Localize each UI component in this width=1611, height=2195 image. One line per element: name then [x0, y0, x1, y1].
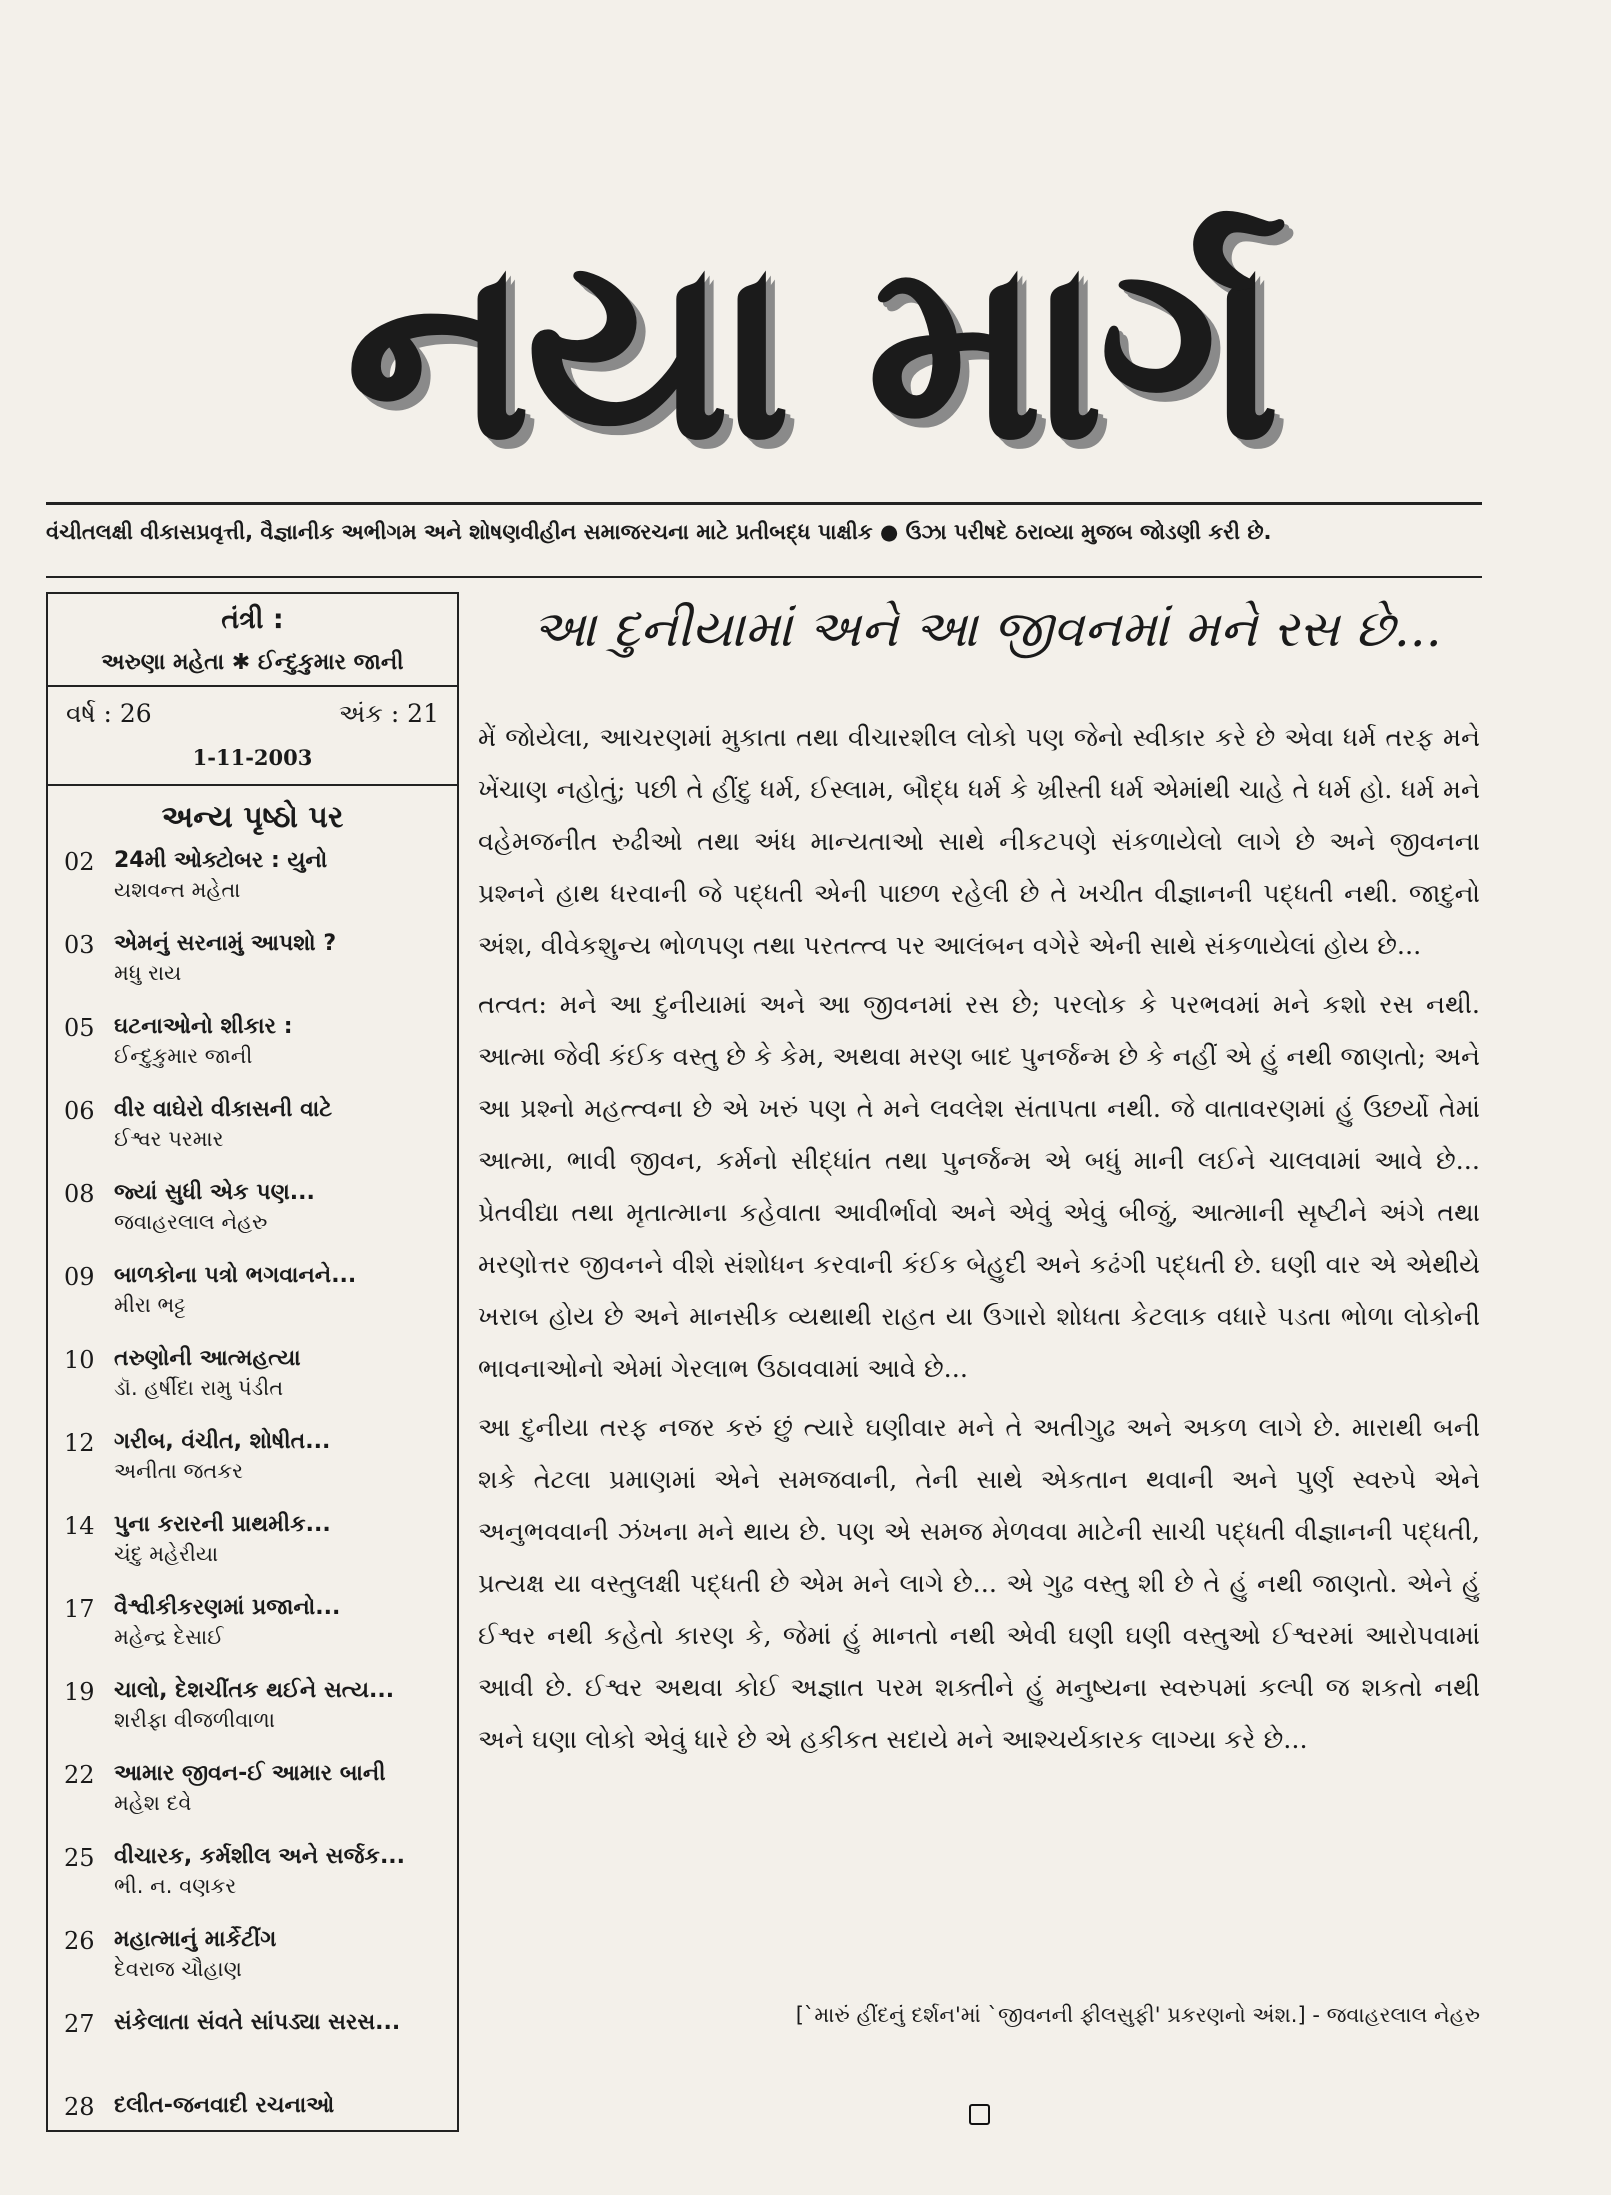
toc-item: [64, 1013, 447, 1096]
toc-author: જવાહરલાલ નેહરુ: [114, 1210, 268, 1235]
article-paragraph: આ દુનીયા તરફ નજર કરું છું ત્યારે ઘણીવાર મને તે અતીગુઢ અને અકળ લાગે છે. મારાથી બની શકે તેટલા પ્રમાણમાં એને સમજવાની, તેની સાથે એકતાન થવાની અને પુર્ણ સ્વરુપે એને અનુભવવાની ઝંખના મને થાય છે. પણ એ સમજ મેળવવા માટેની સાચી પદ્ધતી વીજ્ઞાનની પદ્ધતી, પ્રત્યક્ષ યા વસ્તુલક્ષી પદ્ધતી છે એમ મને લાગે છે... એ ગુઢ વસ્તુ શી છે તે હું નથી જાણતો. એને હું ઈશ્વર નથી કહેતો કારણ કે, જેમાં હું માનતો નથી એવી ઘણી ઘણી વસ્તુઓ ઈશ્વરમાં આરોપવામાં આવી છે. ઈશ્વર અથવા કોઈ અજ્ઞાત પરમ શક્તીને હું મનુષ્યના સ્વરુપમાં કલ્પી જ શકતો નથી અને ઘણા લોકો એવું ધારે છે એ હકીકત સદાયે મને આશ્ચર્યકારક લાગ્યા કરે છે...: [478, 1413, 1480, 1755]
toc-item: [64, 1096, 447, 1179]
toc-page-number: 06: [64, 1097, 95, 1125]
toc-author: મધુ રાય: [114, 961, 182, 986]
rule-divider: [46, 502, 1482, 505]
toc-author: ડૉ. હર્ષીદા રામુ પંડીત: [114, 1376, 284, 1401]
toc-title: 24મી ઓક્ટોબર : યુનો: [114, 848, 328, 873]
article-source: [`મારું હીંદનું દર્શન'માં `જીવનની ફીલસુફી' પ્રકરણનો અંશ.] - જવાહરલાલ નેહરુ: [795, 2003, 1480, 2027]
editor-label: તંત્રી :: [221, 604, 284, 635]
toc-page-number: 12: [64, 1429, 95, 1457]
toc-item: [64, 1345, 447, 1428]
toc-item: [64, 1428, 447, 1511]
issue-year: વર્ષ : 26: [66, 699, 152, 728]
toc-page-number: 22: [64, 1761, 95, 1789]
toc-heading: અન્ય પૃષ્ઠો પર: [161, 800, 344, 835]
toc-page-number: 02: [64, 848, 95, 876]
toc-item: [64, 1843, 447, 1926]
toc-title: જ્યાં સુધી એક પણ...: [114, 1180, 315, 1205]
toc-item: [64, 847, 447, 930]
toc-page-number: 05: [64, 1014, 95, 1042]
toc-title: સંકેલાતા સંવતે સાંપડ્યા સરસ...: [114, 2010, 401, 2035]
toc-title: પુના કરારની પ્રાથમીક...: [114, 1512, 331, 1537]
toc-title: વૈશ્વીકીકરણમાં પ્રજાનો...: [114, 1595, 341, 1620]
issue-box: [48, 687, 457, 786]
toc-item: [64, 930, 447, 1013]
article-paragraph: તત્વત: મને આ દુનીયામાં અને આ જીવનમાં રસ છે; પરલોક કે પરભવમાં મને કશો રસ નથી. આત્મા જેવી કંઈક વસ્તુ છે કે કેમ, અથવા મરણ બાદ પુનર્જન્મ છે કે નહીં એ હું નથી જાણતો; અને આ પ્રશ્નો મહત્ત્વના છે એ ખરું પણ તે મને લવલેશ સંતાપતા નથી. જે વાતાવરણમાં હું ઉછર્યો તેમાં આત્મા, ભાવી જીવન, કર્મનો સીદ્ધાંત તથા પુનર્જન્મ એ બધું માની લઈને ચાલવામાં આવે છે... પ્રેતવીદ્યા તથા મૃતાત્માના કહેવાતા આવીર્ભાવો અને એવું એવું બીજું, આત્માની સૃષ્ટીને અંગે તથા મરણોત્તર જીવનને વીશે સંશોધન કરવાની કંઈક બેહુદી અને કઢંગી પદ્ધતી છે. ઘણી વાર એ એથીયે ખરાબ હોય છે અને માનસીક વ્યથાથી રાહત યા ઉગારો શોધતા કેટલાક વધારે પડતા ભોળા લોકોની ભાવનાઓનો એમાં ગેરલાભ ઉઠાવવામાં આવે છે...: [478, 990, 1480, 1384]
toc-author: ઈશ્વર પરમાર: [114, 1127, 224, 1152]
toc-page-number: 14: [64, 1512, 95, 1540]
toc-author: મહેશ દવે: [114, 1791, 192, 1816]
tagline: વંચીતલક્ષી વીકાસપ્રવૃત્તી, વૈજ્ઞાનીક અભીગમ અને શોષણવીહીન સમાજરચના માટે પ્રતીબદ્ધ પાક્ષીક ● ઉંઝા પરીષદે ઠરાવ્યા મુજબ જોડણી કરી છે.: [46, 520, 1272, 544]
toc-title: આમાર જીવન-ઈ આમાર બાની: [114, 1761, 386, 1786]
toc-author: દેવરાજ ચૌહાણ: [114, 1957, 242, 1982]
article-headline: આ દુનીયામાં અને આ જીવનમાં મને રસ છે...: [532, 600, 1442, 658]
toc-item: [64, 1179, 447, 1262]
toc-author: શરીફા વીજળીવાળા: [114, 1708, 275, 1733]
toc-page-number: 08: [64, 1180, 95, 1208]
toc-item: [64, 1760, 447, 1843]
editor-box: [48, 594, 457, 687]
toc-page-number: 28: [64, 2093, 95, 2121]
toc-page-number: 26: [64, 1927, 95, 1955]
toc-title: બાળકોના પત્રો ભગવાનને...: [114, 1263, 357, 1288]
toc-item: [64, 1262, 447, 1345]
end-square-icon: [969, 2104, 990, 2125]
toc-author: ચંદુ મહેરીયા: [114, 1542, 219, 1567]
toc-title: ઘટનાઓનો શીકાર :: [114, 1014, 293, 1039]
article-body: [478, 712, 1480, 1773]
toc-page-number: 19: [64, 1678, 95, 1706]
toc-title: ચાલો, દેશચીંતક થઈને સત્ય...: [114, 1678, 395, 1703]
toc-item: [64, 2092, 447, 2123]
toc-author: ભી. ન. વણકર: [114, 1874, 237, 1899]
toc-page-number: 25: [64, 1844, 95, 1872]
editor-names: અરુણા મહેતા ✱ ઈન્દુકુમાર જાની: [101, 650, 404, 675]
toc-author: અનીતા જતકર: [114, 1459, 244, 1484]
toc-item: [64, 1511, 447, 1594]
toc-author: યશવન્ત મહેતા: [114, 878, 241, 903]
toc-item: [64, 1926, 447, 2009]
toc-page-number: 10: [64, 1346, 95, 1374]
masthead: [150, 205, 1470, 495]
toc-page-number: 09: [64, 1263, 95, 1291]
toc-author: મહેન્દ્ર દેસાઈ: [114, 1625, 224, 1650]
toc-page-number: 17: [64, 1595, 95, 1623]
article-paragraph: મેં જોયેલા, આચરણમાં મુકાતા તથા વીચારશીલ લોકો પણ જેનો સ્વીકાર કરે છે એવા ધર્મ તરફ મને ખેંચાણ નહોતું; પછી તે હીંદુ ધર્મ, ઈસ્લામ, બૌદ્ધ ધર્મ કે ખ્રીસ્તી ધર્મ એમાંથી ચાહે તે ધર્મ હો. ધર્મ મને વહેમજનીત રુઢીઓ તથા અંધ માન્યતાઓ સાથે નીકટપણે સંકળાયેલો લાગે છે અને જીવનના પ્રશ્નને હાથ ધરવાની જે પદ્ધતી એની પાછળ રહેલી છે તે ખચીત વીજ્ઞાનની પદ્ધતી નથી. જાદુનો અંશ, વીવેકશુન્ય ભોળપણ તથા પરતત્ત્વ પર આલંબન વગેરે એની સાથે સંકળાયેલાં હોય છે...: [478, 723, 1480, 961]
toc-title: તરુણોની આત્મહત્યા: [114, 1346, 301, 1371]
issue-number: અંક : 21: [338, 699, 439, 728]
masthead-title: નયા માર્ગ: [345, 204, 1275, 495]
toc-title: ગરીબ, વંચીત, શોષીત...: [114, 1429, 331, 1454]
toc-title: મહાત્માનું માર્કેટીંગ: [114, 1927, 277, 1952]
toc-item: [64, 1677, 447, 1760]
toc-author: ઈન્દુકુમાર જાની: [114, 1044, 253, 1069]
toc-list: [48, 847, 457, 2123]
toc-item: [64, 2009, 447, 2092]
toc-title: દલીત-જનવાદી રચનાઓ: [114, 2093, 335, 2118]
sidebar: [46, 592, 459, 2132]
rule-divider: [46, 576, 1482, 578]
toc-title: એમનું સરનામું આપશો ?: [114, 931, 337, 956]
toc-item: [64, 1594, 447, 1677]
issue-date: 1-11-2003: [192, 745, 313, 770]
toc-title: વીચારક, કર્મશીલ અને સર્જક...: [114, 1844, 406, 1869]
toc-page-number: 03: [64, 931, 95, 959]
toc-author: મીરા ભટ્ટ: [114, 1293, 186, 1318]
toc-title: વીર વાઘેરો વીકાસની વાટે: [114, 1097, 333, 1122]
toc-page-number: 27: [64, 2010, 95, 2038]
